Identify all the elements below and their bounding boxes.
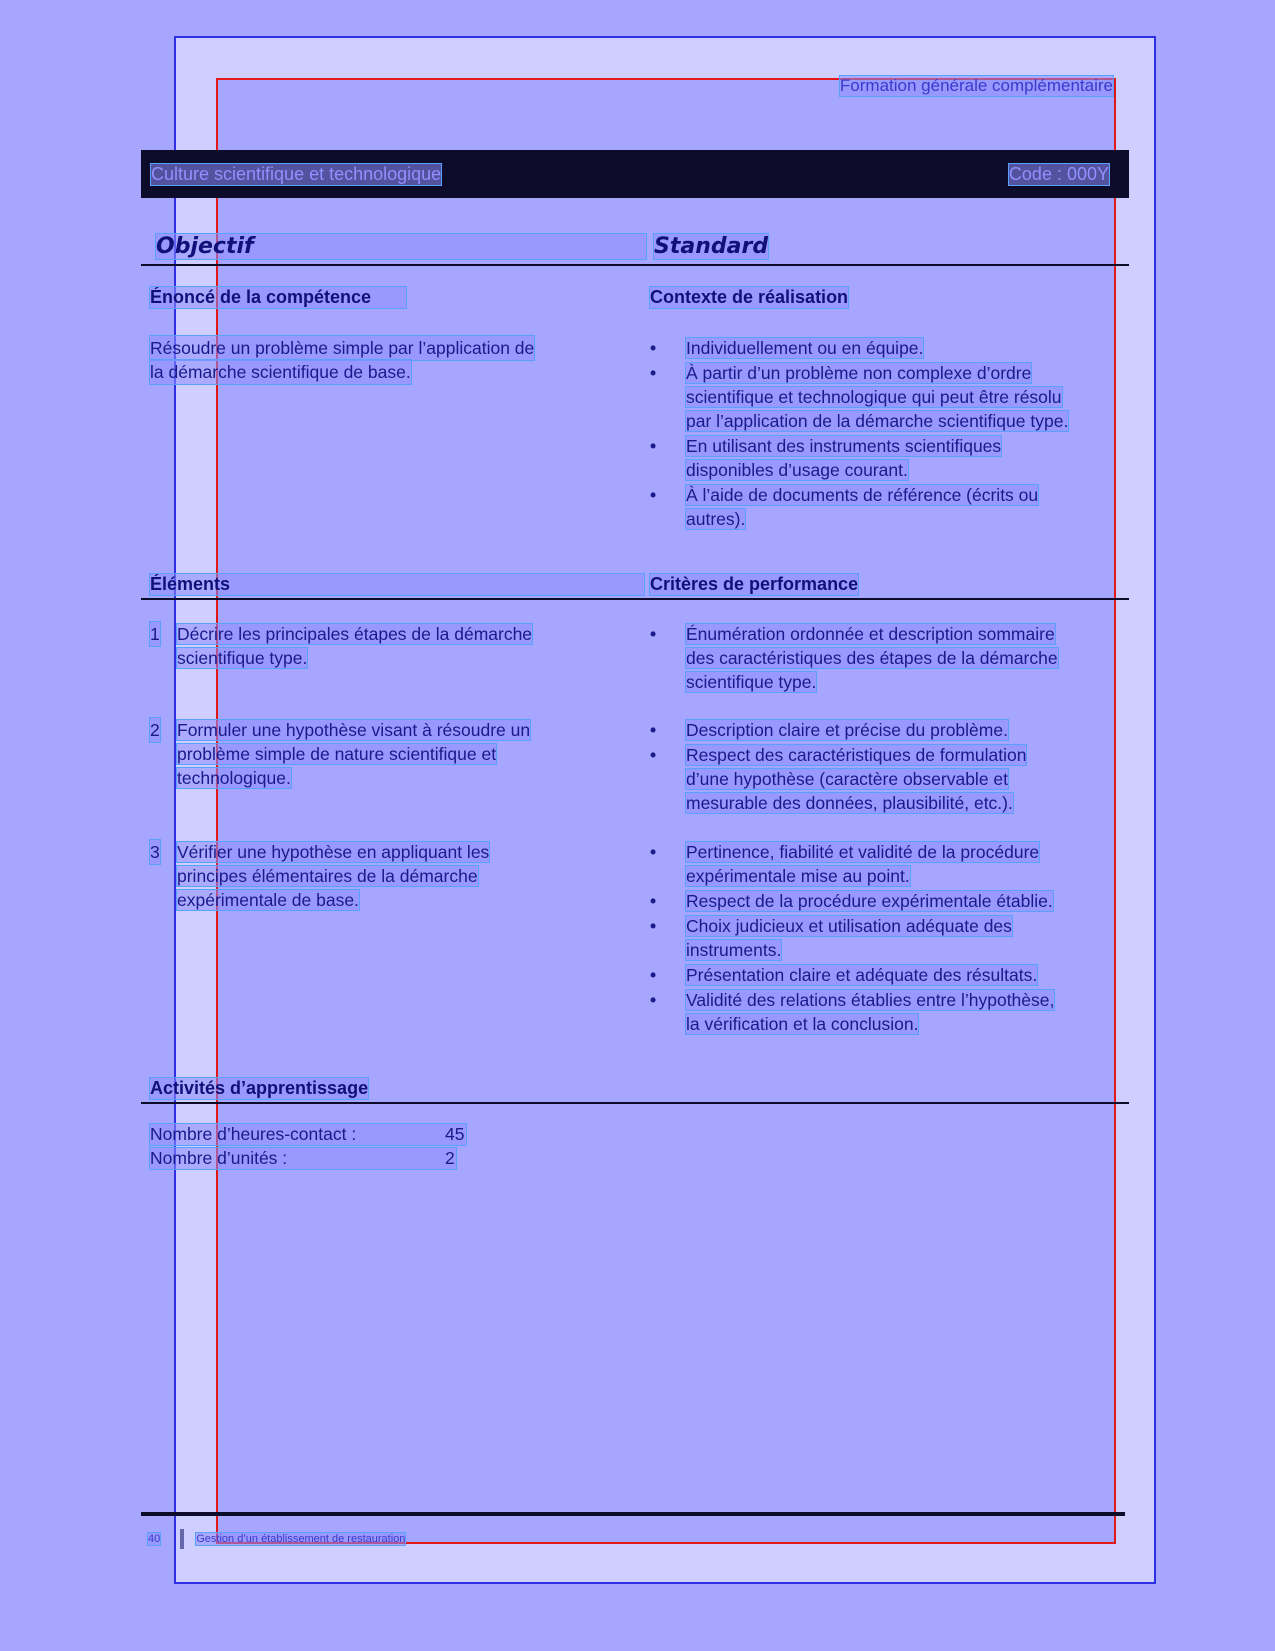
activites-heading: Activités d’apprentissage — [150, 1078, 369, 1098]
hours-row — [150, 1124, 466, 1145]
line: instruments. — [686, 940, 782, 960]
objectif-heading: Objectif — [156, 234, 646, 259]
units-label: Nombre d’unités : — [150, 1148, 288, 1168]
criteria-1 — [650, 622, 1140, 695]
line: Pertinence, fiabilité et validité de la procédure — [686, 842, 1040, 862]
element-1 — [150, 622, 650, 682]
criterion — [650, 622, 1140, 694]
contexte-item — [650, 434, 1130, 482]
element-2 — [150, 718, 650, 798]
criterion — [650, 718, 1140, 742]
contexte-item — [650, 361, 1130, 433]
elements-heading: Éléments — [150, 574, 644, 595]
page-footer — [148, 1529, 405, 1549]
criterion — [650, 889, 1140, 913]
footer-text: Gestion d’un établissement de restauration — [196, 1532, 406, 1545]
statement-line: Résoudre un problème simple par l’application de — [150, 338, 535, 358]
footer-rule — [141, 1512, 1125, 1516]
competence-statement — [150, 336, 534, 384]
page-number: 40 — [148, 1532, 161, 1545]
line: scientifique type. — [686, 672, 817, 692]
footer-separator — [180, 1529, 184, 1549]
line: Validité des relations établies entre l’hypothèse, — [686, 990, 1055, 1010]
contexte-heading: Contexte de réalisation — [650, 287, 849, 307]
running-head: Formation générale complémentaire — [839, 76, 1113, 95]
hours-label: Nombre d’heures-contact : — [150, 1124, 357, 1144]
line: principes élémentaires de la démarche — [177, 866, 478, 886]
line: la vérification et la conclusion. — [686, 1014, 919, 1034]
contexte-item — [650, 483, 1130, 531]
line: Description claire et précise du problème. — [686, 720, 1008, 740]
standard-heading: Standard — [654, 234, 769, 259]
contexte-item — [650, 336, 1130, 360]
line: scientifique type. — [177, 648, 308, 668]
element-text — [177, 718, 530, 790]
line: Respect de la procédure expérimentale établie. — [686, 891, 1053, 911]
criteres-heading: Critères de performance — [650, 574, 859, 594]
line: Énumération ordonnée et description sommaire — [686, 624, 1055, 644]
criterion — [650, 914, 1140, 962]
line: Individuellement ou en équipe. — [686, 338, 924, 358]
statement-line: la démarche scientifique de base. — [150, 362, 411, 382]
line: par l’application de la démarche scientifique type. — [686, 411, 1069, 431]
line: expérimentale de base. — [177, 890, 359, 910]
line: À partir d’un problème non complexe d’ordre — [686, 363, 1032, 383]
line: Présentation claire et adéquate des résultats. — [686, 965, 1038, 985]
line: À l’aide de documents de référence (écrits ou — [686, 485, 1039, 505]
element-number: 1 — [150, 624, 160, 644]
element-text — [177, 840, 489, 912]
line: Vérifier une hypothèse en appliquant les — [177, 842, 490, 862]
criterion — [650, 840, 1140, 888]
line: Formuler une hypothèse visant à résoudre un — [177, 720, 531, 740]
element-text — [177, 622, 532, 670]
units-value: 2 — [445, 1148, 455, 1168]
line: autres). — [686, 509, 746, 529]
competence-heading: Énoncé de la compétence — [150, 287, 406, 308]
line: Choix judicieux et utilisation adéquate des — [686, 916, 1012, 936]
hours-value: 45 — [445, 1124, 465, 1144]
line: des caractéristiques des étapes de la démarche — [686, 648, 1058, 668]
line: technologique. — [177, 768, 291, 788]
criterion — [650, 963, 1140, 987]
course-code: Code : 000Y — [1008, 164, 1109, 184]
line: scientifique et technologique qui peut être résolu — [686, 387, 1062, 407]
title-bar — [141, 150, 1129, 198]
course-title: Culture scientifique et technologique — [151, 164, 442, 184]
criteria-3 — [650, 840, 1140, 1037]
element-number: 2 — [150, 720, 160, 740]
criteria-2 — [650, 718, 1140, 816]
line: Décrire les principales étapes de la démarche — [177, 624, 533, 644]
criterion — [650, 743, 1140, 815]
criterion — [650, 988, 1140, 1036]
element-number: 3 — [150, 842, 160, 862]
line: En utilisant des instruments scientifiques — [686, 436, 1002, 456]
line: Respect des caractéristiques de formulation — [686, 745, 1027, 765]
line: d’une hypothèse (caractère observable et — [686, 769, 1009, 789]
rule-top — [141, 264, 1129, 266]
rule-activites — [141, 1102, 1129, 1104]
rule-elements — [141, 598, 1129, 600]
line: mesurable des données, plausibilité, etc.). — [686, 793, 1013, 813]
units-row — [150, 1148, 456, 1169]
line: problème simple de nature scientifique et — [177, 744, 497, 764]
line: expérimentale mise au point. — [686, 866, 910, 886]
line: disponibles d’usage courant. — [686, 460, 908, 480]
element-3 — [150, 840, 650, 920]
contexte-list — [650, 336, 1130, 532]
